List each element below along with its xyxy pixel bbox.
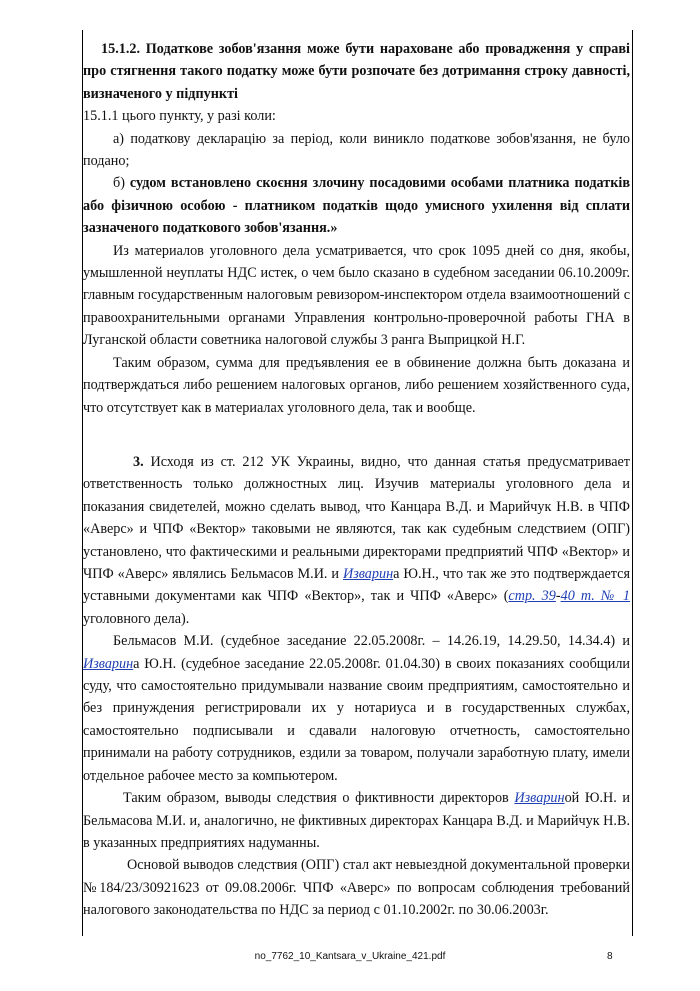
section-3-text-1: Исходя из ст. 212 УК Украины, видно, что данная статья предусматривает ответственность только должностных лиц. Изучив материалы уголовного дела и показания свидетелей, можно сделать вывод, что Канцара В.Д. и Марийчук Н.В. в ЧПФ «Аверс» и ЧПФ «Вектор» таковыми не являются, так как судебным следствием (ОПГ) установлено, что фактическими и реальными директорами предприятий ЧПФ «Вектор» и ЧПФ «Аверс» являлись Бельмасов М.И. и	[83, 454, 630, 583]
paragraph-15-1-2-bold: 15.1.2. Податкове зобов'язання може бути нараховане або провадження у справі про стягнення такого податку може бути розпочате без дотримання строку давності, визначеного у підпункті	[83, 41, 630, 102]
link-izvarin-3[interactable]: Изварин	[514, 790, 565, 807]
item-b-bold: судом встановлено скоєння злочину посадовими особами платника податків або фізичною особою - платником податків щодо умисного ухилення від сплати зазначеного податкового зобов'язання.»	[83, 175, 630, 237]
right-margin-rule	[632, 30, 633, 936]
paragraph-criminal-case: Из материалов уголовного дела усматривается, что срок 1095 дней со дня, якобы, умышленной неуплаты НДС истек, о чем было сказано в судебном заседании 06.10.2009г. главным государственным налоговым ревизором-инспектором отдела взаимоотношений с правоохранительными органами Управления контрольно-проверочной работы ГНА в Луганской области советника налоговой службы 3 ранга Выприцкой Н.Г.	[83, 242, 630, 349]
section-3-text-2: а Ю.Н., что так же это подтверждается уставными документами как ЧПФ «Вектор», так и ЧПФ «Аверс» (	[83, 566, 630, 605]
link-izvarin[interactable]: Изварин	[342, 566, 394, 583]
paragraph-fictitious	[83, 787, 630, 854]
testimony-text-1: Бельмасов М.И. (судебное заседание 22.05.2008г. – 14.26.19, 14.29.50, 14.34.4) и	[113, 633, 630, 650]
footer-page-number: 8	[607, 951, 613, 962]
link-izvarin-2[interactable]: Изварин	[83, 655, 134, 672]
document-body-top	[83, 38, 630, 419]
paragraph-15-1-2-tail: 15.1.1 цього пункту, у разі коли:	[83, 108, 276, 125]
paragraph-15-1-2	[83, 38, 630, 128]
item-b-prefix: б)	[113, 175, 130, 192]
link-page-39[interactable]: стр. 39	[508, 588, 556, 605]
testimony-text-2: а Ю.Н. (судебное заседание 22.05.2008г. 01.04.30) в своих показаниях сообщили суду, что самостоятельно придумывали название своим предприятиям, самостоятельно и без принуждения регистрировали их у нотариуса и в государственных службах, самостоятельно подписывали и сдавали налоговую отчетность, самостоятельно принимали на работу сотрудников, ездили за товаром, получали заработную плату, имели отдельное рабочее место за компьютером.	[83, 655, 630, 784]
fictitious-text-1: Таким образом, выводы следствия о фиктивности директоров	[123, 790, 515, 807]
paragraph-conclusion: Таким образом, сумма для предъявления ее в обвинение должна быть доказана и подтверждаться либо решением налоговых органов, либо решением хозяйственного суда, что отсутствует как в материалах уголовного дела, так и вообще.	[83, 354, 630, 416]
link-page-40-volume-1[interactable]: 40 т. № 1	[560, 588, 630, 605]
paragraph-testimony	[83, 630, 630, 787]
footer-filename: no_7762_10_Kantsara_v_Ukraine_421.pdf	[254, 951, 446, 962]
paragraph-item-b	[83, 172, 630, 239]
section-3-text-4: уголовного дела).	[83, 610, 190, 627]
document-body-bottom	[83, 451, 630, 922]
fictitious-text-2: ой Ю.Н. и Бельмасова М.И. и, аналогично, не фиктивных директорах Канцара В.Д. и Марийчук Н.В. в указанных предприятиях надуманны.	[83, 790, 631, 851]
paragraph-item-a: а) податкову декларацію за період, коли виникло податкове зобов'язання, не було подано;	[83, 130, 630, 170]
section-number: 3.	[133, 454, 144, 470]
paragraph-audit-act: Основой выводов следствия (ОПГ) стал акт невыездной документальной проверки №184/23/30921623 от 09.08.2006г. ЧПФ «Аверс» по вопросам соблюдения требований налогового законодательства по НДС за период с 01.10.2002г. по 30.06.2003г.	[83, 857, 630, 919]
paragraph-section-3	[83, 451, 630, 630]
section-3-dash: -	[555, 588, 561, 605]
